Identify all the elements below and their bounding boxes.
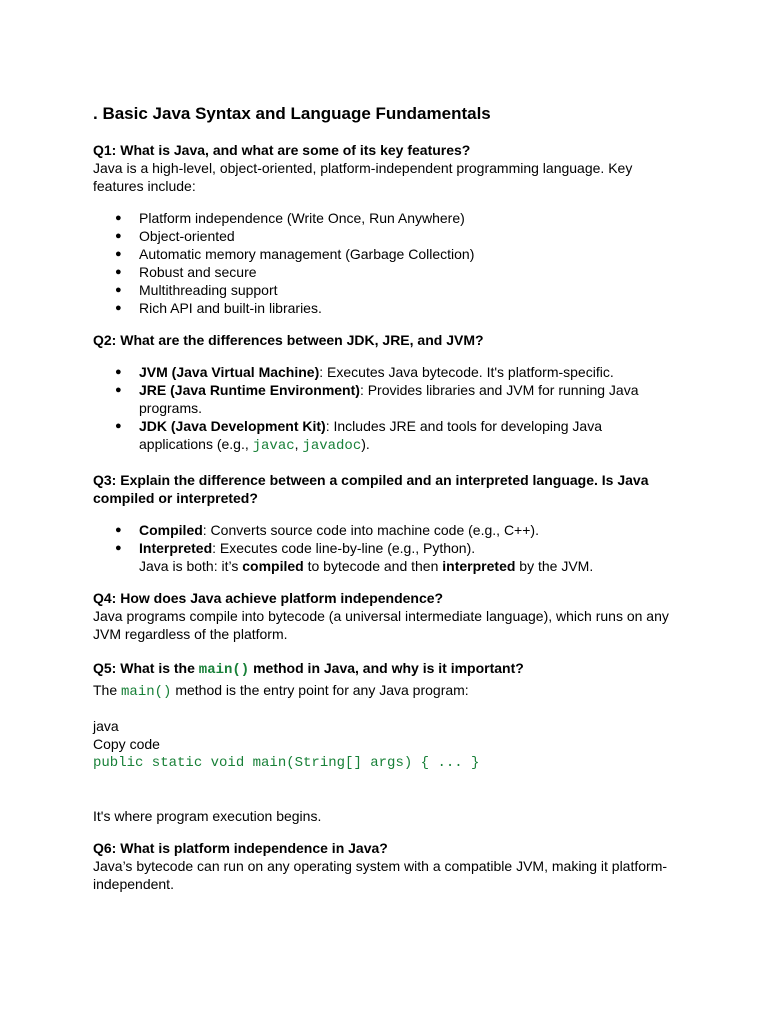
separator: , bbox=[294, 436, 303, 452]
code-language-label: java bbox=[93, 718, 119, 734]
question-5 bbox=[93, 659, 673, 679]
document-body bbox=[93, 103, 673, 893]
q5-code: main() bbox=[198, 662, 250, 678]
summary-compiled: compiled bbox=[242, 558, 304, 574]
term-compiled: Compiled bbox=[139, 522, 203, 538]
page-title: . Basic Java Syntax and Language Fundamentals bbox=[93, 104, 491, 123]
question-2: Q2: What are the differences between JDK, JRE, and JVM? bbox=[93, 332, 484, 348]
a5-code: main() bbox=[121, 684, 172, 700]
question-3: Q3: Explain the difference between a compiled and an interpreted language. Is Java compiled or interpreted? bbox=[93, 472, 649, 506]
summary-pre: Java is both: it’s bbox=[139, 558, 243, 574]
features-list bbox=[93, 209, 673, 317]
desc-jre: : Provides libraries and JVM for running Java programs. bbox=[139, 382, 639, 416]
compiled-interpreted-list bbox=[93, 521, 673, 575]
jdk-jre-jvm-list bbox=[93, 363, 673, 455]
code-block: public static void main(String[] args) { ... } bbox=[93, 755, 480, 771]
summary-interpreted: interpreted bbox=[442, 558, 516, 574]
list-item: ● Platform independence (Write Once, Run Anywhere) bbox=[93, 209, 673, 227]
answer-1: Java is a high-level, object-oriented, platform-independent programming language. Key features include: bbox=[93, 160, 633, 194]
list-item bbox=[93, 417, 673, 455]
answer-5 bbox=[93, 681, 673, 701]
term-jre: JRE (Java Runtime Environment) bbox=[139, 382, 360, 398]
list-item: ● Automatic memory management (Garbage Collection) bbox=[93, 245, 673, 263]
q5-post: method in Java, and why is it important? bbox=[249, 660, 524, 676]
answer-5-after: It's where program execution begins. bbox=[93, 808, 322, 824]
desc-jdk-end: ). bbox=[361, 436, 370, 452]
summary-mid: to bytecode and then bbox=[303, 558, 443, 574]
question-1: Q1: What is Java, and what are some of its key features? bbox=[93, 142, 471, 158]
code-javac: javac bbox=[252, 438, 295, 454]
list-item bbox=[93, 363, 673, 381]
list-item: ● Object-oriented bbox=[93, 227, 673, 245]
a5-post: method is the entry point for any Java program: bbox=[171, 682, 469, 698]
list-item: ● Robust and secure bbox=[93, 263, 673, 281]
desc-interpreted: : Executes code line-by-line (e.g., Python). bbox=[212, 540, 476, 556]
code-javadoc: javadoc bbox=[302, 438, 362, 454]
question-6: Q6: What is platform independence in Java? bbox=[93, 840, 388, 856]
list-item bbox=[93, 521, 673, 539]
desc-jdk: : Includes JRE and tools for developing Java applications (e.g., bbox=[139, 418, 602, 452]
list-item: ● Multithreading support bbox=[93, 281, 673, 299]
term-interpreted: Interpreted bbox=[139, 540, 213, 556]
term-jdk: JDK (Java Development Kit) bbox=[139, 418, 326, 434]
term-jvm: JVM (Java Virtual Machine) bbox=[139, 364, 320, 380]
summary-post: by the JVM. bbox=[515, 558, 594, 574]
list-item: ● Rich API and built-in libraries. bbox=[93, 299, 673, 317]
desc-jvm: : Executes Java bytecode. It's platform-specific. bbox=[319, 364, 614, 380]
copy-code-button[interactable]: Copy code bbox=[93, 736, 160, 752]
desc-compiled: : Converts source code into machine code (e.g., C++). bbox=[202, 522, 539, 538]
list-item bbox=[93, 539, 673, 575]
a5-pre: The bbox=[93, 682, 122, 698]
answer-6: Java’s bytecode can run on any operating system with a compatible JVM, making it platform-independent. bbox=[93, 858, 668, 892]
answer-4: Java programs compile into bytecode (a universal intermediate language), which runs on any JVM regardless of the platform. bbox=[93, 608, 669, 642]
question-4: Q4: How does Java achieve platform independence? bbox=[93, 590, 444, 606]
q5-pre: Q5: What is the bbox=[93, 660, 199, 676]
list-item bbox=[93, 381, 673, 417]
